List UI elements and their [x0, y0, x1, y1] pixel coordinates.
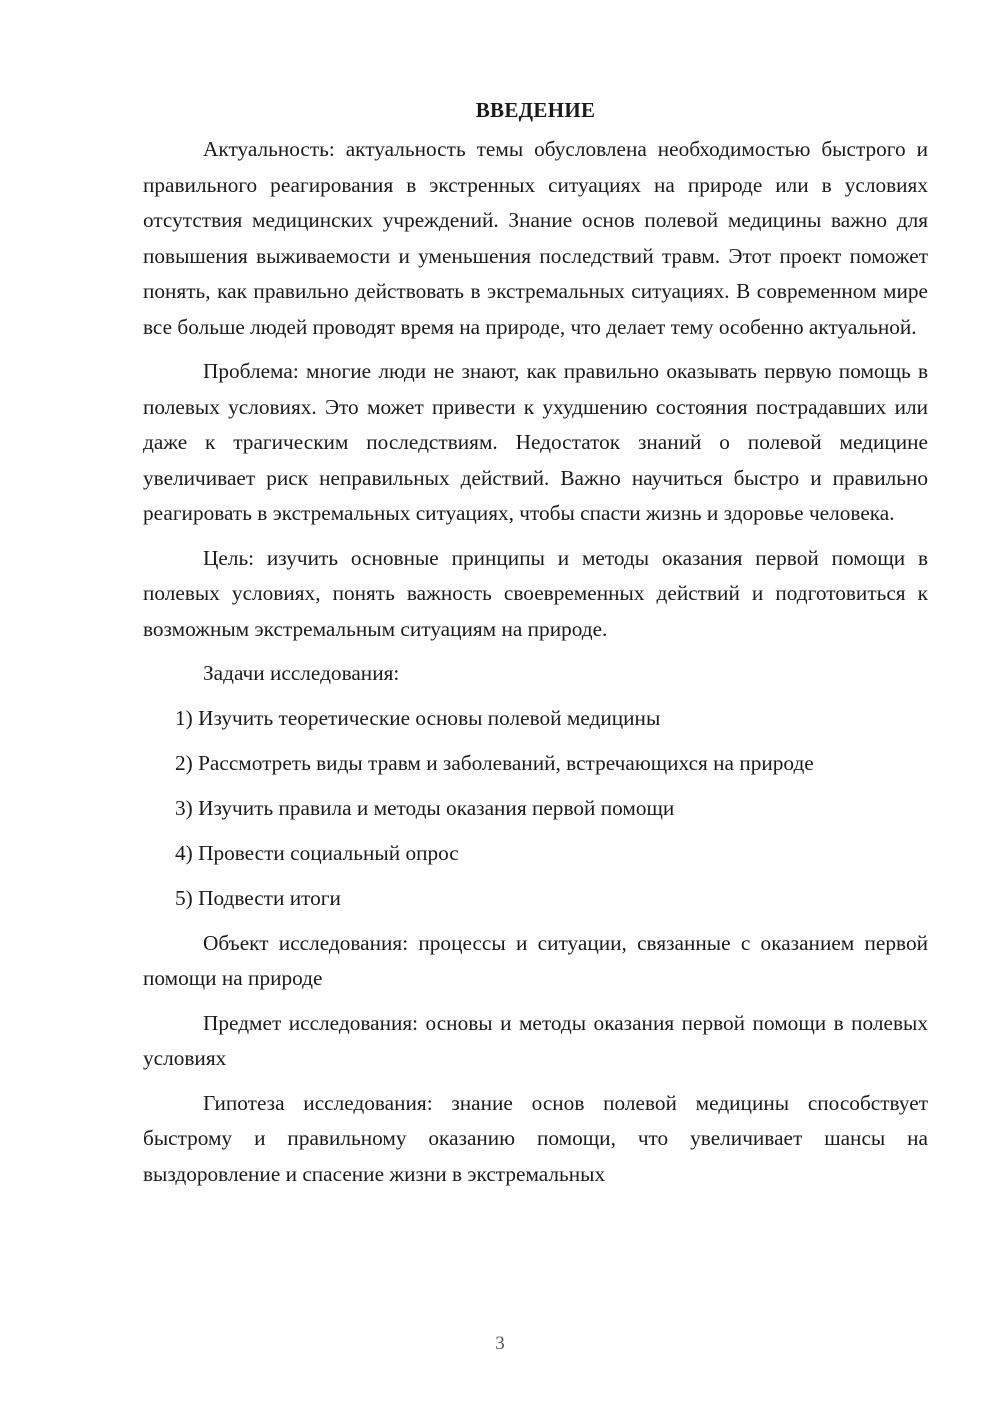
problem-paragraph: Проблема: многие люди не знают, как правильно оказывать первую помощь в полевых условиях. Это может привести к ухудшению состояния пострадавших или даже к трагическим последствиям. Недостаток знаний о полевой медицине увеличивает риск неправильных действий. Важно научиться быстро и правильно реагировать в экстремальных ситуациях, чтобы спасти жизнь и здоровье человека. [143, 359, 928, 525]
object-paragraph: Объект исследования: процессы и ситуации, связанные с оказанием первой помощи на природе [143, 930, 928, 990]
subject-paragraph: Предмет исследования: основы и методы оказания первой помощи в полевых условиях [143, 1010, 928, 1070]
page-number: 3 [495, 1333, 505, 1354]
goal-paragraph: Цель: изучить основные принципы и методы оказания первой помощи в полевых условиях, понять важность своевременных действий и подготовиться к возможным экстремальным ситуациям на природе. [143, 545, 928, 641]
task-list [143, 701, 928, 917]
task-item-2: 2) Рассмотреть виды травм и заболеваний, встречающихся на природе [175, 750, 814, 775]
task-item-4: 4) Провести социальный опрос [175, 840, 459, 865]
tasks-title: Задачи исследования: [203, 661, 400, 685]
hypothesis-paragraph: Гипотеза исследования: знание основ полевой медицины способствует быстрому и правильному оказанию помощи, что увеличивает шансы на выздоровление и спасение жизни в экстремальных [143, 1090, 928, 1186]
section-heading: ВВЕДЕНИЕ [475, 98, 596, 122]
relevance-paragraph: Актуальность: актуальность темы обусловлена необходимостью быстрого и правильного реагирования в экстренных ситуациях на природе или в условиях отсутствия медицинских учреждений. Знание основ полевой медицины важно для повышения выживаемости и уменьшения последствий травм. Этот проект поможет понять, как правильно действовать в экстремальных ситуациях. В современном мире все больше людей проводят время на природе, что делает тему особенно актуальной. [143, 137, 928, 339]
task-item-5: 5) Подвести итоги [175, 885, 341, 910]
document-page [143, 92, 928, 1192]
task-item-1: 1) Изучить теоретические основы полевой медицины [175, 705, 661, 730]
task-item-3: 3) Изучить правила и методы оказания первой помощи [175, 795, 675, 820]
